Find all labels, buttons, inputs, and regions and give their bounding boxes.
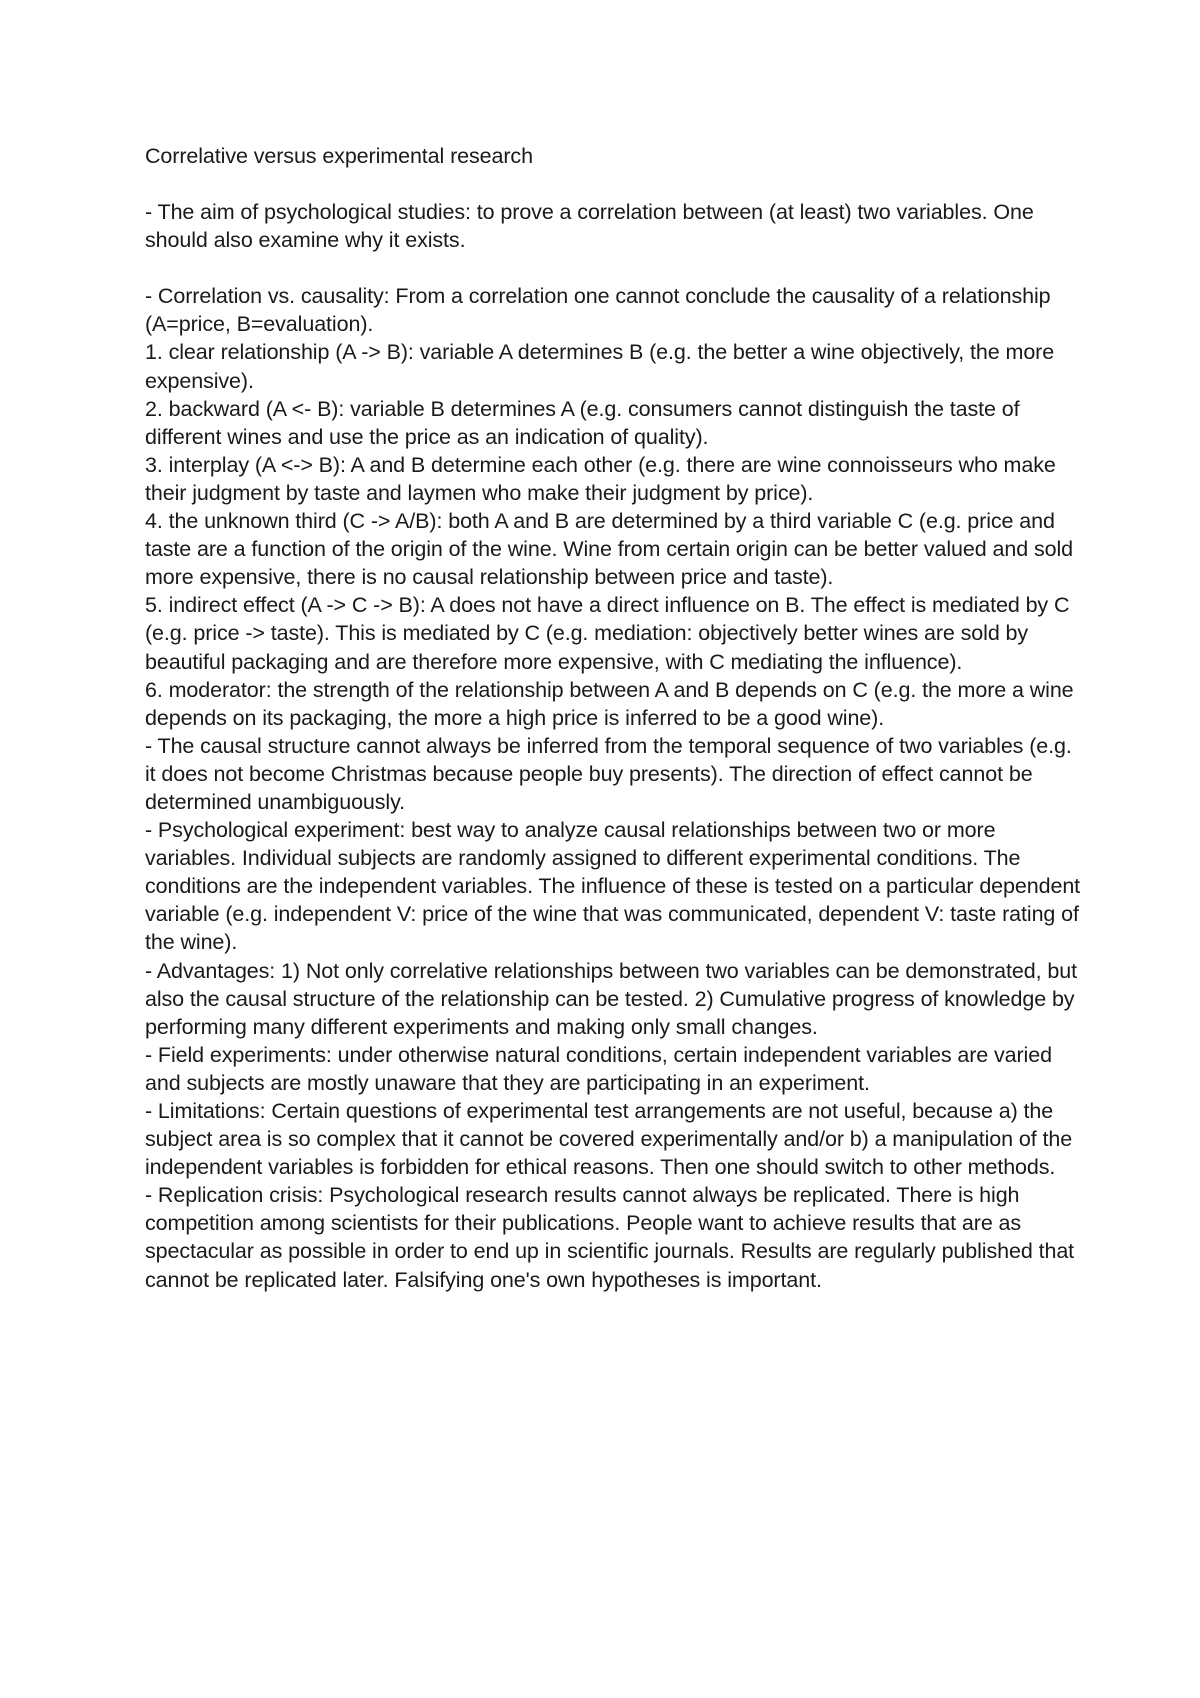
list-item-moderator: 6. moderator: the strength of the relationship between A and B depends on C (e.g. the more a wine depends on its packaging, the more a high price is inferred to be a good wine). (145, 677, 1074, 730)
list-item-unknown-third: 4. the unknown third (C -> A/B): both A and B are determined by a third variable C (e.g. price and taste are a function of the origin of the wine. Wine from certain origin can be better valued and sold more expensive, there is no causal relationship between price and taste). (145, 509, 1073, 590)
paragraph-advantages: - Advantages: 1) Not only correlative relationships between two variables can be demonstrated, but also the causal structure of the relationship can be tested. 2) Cumulative progress of knowledge by performing many different experiments and making only small changes. (145, 958, 1077, 1039)
paragraph-field-experiments: - Field experiments: under otherwise natural conditions, certain independent variables are varied and subjects are mostly unaware that they are participating in an experiment. (145, 1042, 1052, 1095)
list-item-backward: 2. backward (A <- B): variable B determines A (e.g. consumers cannot distinguish the taste of different wines and use the price as an indication of quality). (145, 396, 1020, 449)
document-title: Correlative versus experimental research (145, 144, 533, 168)
paragraph-gap (145, 254, 1085, 282)
paragraph-psychological-experiment: - Psychological experiment: best way to analyze causal relationships between two or more variables. Individual subjects are randomly assigned to different experimental conditions. The conditions are the independent variables. The influence of these is tested on a particular dependent variable (e.g. independent V: price of the wine that was communicated, dependent V: taste rating of the wine). (145, 818, 1081, 955)
paragraph-replication-crisis: - Replication crisis: Psychological research results cannot always be replicated. There is high competition among scientists for their publications. People want to achieve results that are as spectacular as possible in order to end up in scientific journals. Results are regularly published that cannot be replicated later. Falsifying one's own hypotheses is important. (145, 1183, 1075, 1292)
paragraph-correlation-vs-causality: - Correlation vs. causality: From a correlation one cannot conclude the causality of a relationship (A=price, B=evaluation). (145, 284, 1051, 337)
document-body (145, 142, 1085, 1294)
paragraph-limitations: - Limitations: Certain questions of experimental test arrangements are not useful, because a) the subject area is so complex that it cannot be covered experimentally and/or b) a manipulation of the independent variables is forbidden for ethical reasons. Then one should switch to other methods. (145, 1099, 1073, 1180)
paragraph-aim: - The aim of psychological studies: to prove a correlation between (at least) two variables. One should also examine why it exists. (145, 200, 1034, 253)
paragraph-causal-structure: - The causal structure cannot always be inferred from the temporal sequence of two variables (e.g. it does not become Christmas because people buy presents). The direction of effect cannot be determined unambiguously. (145, 733, 1072, 814)
list-item-clear-relationship: 1. clear relationship (A -> B): variable A determines B (e.g. the better a wine objectively, the more expensive). (145, 340, 1055, 393)
list-item-interplay: 3. interplay (A <-> B): A and B determine each other (e.g. there are wine connoisseurs who make their judgment by taste and laymen who make their judgment by price). (145, 452, 1056, 505)
list-item-indirect-effect: 5. indirect effect (A -> C -> B): A does not have a direct influence on B. The effect is mediated by C (e.g. price -> taste). This is mediated by C (e.g. mediation: objectively better wines are sold by beautiful packaging and are therefore more expensive, with C mediating the influence). (145, 593, 1070, 674)
